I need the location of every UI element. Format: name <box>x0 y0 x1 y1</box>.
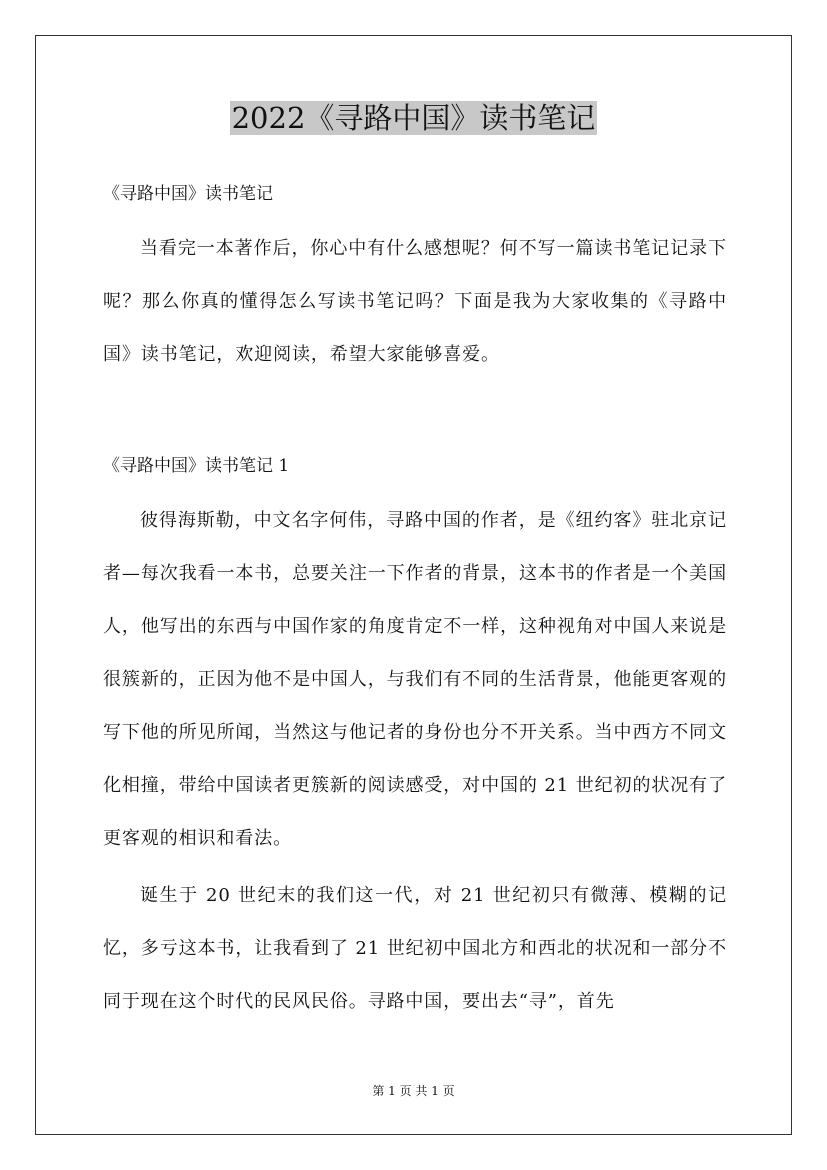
page-footer <box>0 1083 827 1099</box>
body-paragraph-1: 彼得海斯勒，中文名字何伟，寻路中国的作者，是《纽约客》驻北京记者—每次我看一本书，总要关注一下作者的背景，这本书的作者是一个美国人，他写出的东西与中国作家的角度肯定不一样，这种视角对中国人来说是很簇新的，正因为他不是中国人，与我们有不同的生活背景，他能更客观的写下他的所见所闻，当然这与他记者的身份也分不开关系。当中西方不同文化相撞，带给中国读者更簇新的阅读感受，对中国的 21 世纪初的状况有了更客观的相识和看法。 <box>103 510 727 849</box>
body-paragraph-2: 诞生于 20 世纪末的我们这一代，对 21 世纪初只有微薄、模糊的记忆，多亏这本书，让我看到了 21 世纪初中国北方和西北的状况和一部分不同于现在这个时代的民风民俗。寻路中国，要出去“寻”，首先 <box>103 885 727 1012</box>
page-indicator: 第 1 页 共 1 页 <box>372 1084 455 1098</box>
intro-subheading: 《寻路中国》读书笔记 <box>103 184 273 204</box>
document-title-text: 2022《寻路中国》读书笔记 <box>231 101 596 135</box>
intro-paragraph: 当看完一本著作后，你心中有什么感想呢？何不写一篇读书笔记记录下呢？那么你真的懂得怎么写读书笔记吗？下面是我为大家收集的《寻路中国》读书笔记，欢迎阅读，希望大家能够喜爱。 <box>103 238 727 365</box>
document-title <box>0 98 827 138</box>
section-heading: 《寻路中国》读书笔记 1 <box>103 456 290 476</box>
